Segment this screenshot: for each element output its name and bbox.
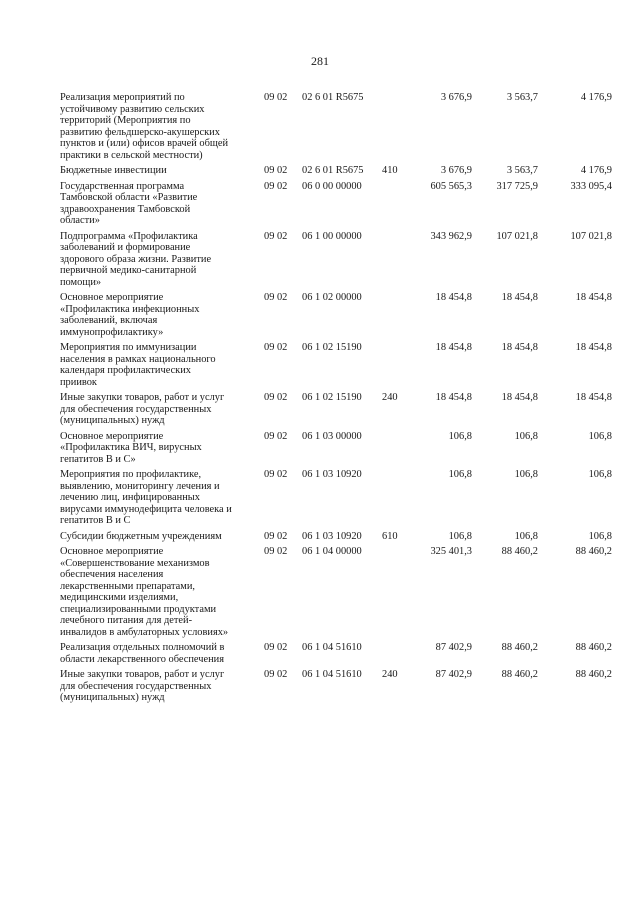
row-amount-year-3: 88 460,2: [575, 669, 612, 680]
row-amount-year-1: 106,8: [448, 430, 472, 442]
row-section-code: 09 02: [264, 469, 288, 480]
row-name: Реализация мероприятий по устойчивому развитию сельских территорий (Мероприятия по развитию фельдшерско-акушерских пунктов и (или) офисов врачей общей практики в сельской местности): [60, 92, 229, 161]
row-amount-year-2: 106,8: [514, 430, 538, 442]
row-section-code: 09 02: [264, 642, 288, 653]
row-amount-year-3: 4 176,9: [580, 92, 612, 103]
row-target-code: 06 0 00 00000: [302, 180, 362, 192]
row-section-code: 09 02: [264, 180, 288, 192]
table-row: [60, 92, 616, 161]
row-expense-kind: 240: [382, 669, 398, 680]
row-amount-year-3: 333 095,4: [570, 180, 612, 192]
row-amount-year-1: 87 402,9: [435, 669, 472, 680]
row-section-code: 09 02: [264, 530, 288, 542]
table-row: [60, 669, 616, 704]
row-name: Мероприятия по профилактике, выявлению, мониторингу лечения и лечению лиц, инфицированных вирусами иммунодефицита человека и гепатитов В и С: [60, 469, 232, 526]
row-amount-year-3: 107 021,8: [570, 230, 612, 242]
table-row: [60, 181, 616, 227]
row-expense-kind: 610: [382, 530, 398, 542]
row-name: Иные закупки товаров, работ и услуг для обеспечения государственных (муниципальных) нужд: [60, 669, 225, 703]
row-amount-year-1: 18 454,8: [435, 292, 472, 303]
row-target-code: 06 1 02 15190: [302, 392, 362, 403]
row-amount-year-2: 317 725,9: [496, 180, 538, 192]
row-target-code: 06 1 03 10920: [302, 469, 362, 480]
row-amount-year-1: 3 676,9: [440, 165, 472, 176]
row-amount-year-1: 18 454,8: [435, 342, 472, 353]
row-name: Реализация отдельных полномочий в области лекарственного обеспечения: [60, 642, 225, 665]
row-amount-year-2: 18 454,8: [501, 342, 538, 353]
row-name: Подпрограмма «Профилактика заболеваний и формирование здорового образа жизни. Развитие первичной медико-санитарной помощи»: [60, 230, 212, 288]
row-target-code: 06 1 04 51610: [302, 669, 362, 680]
row-name: Основное мероприятие «Профилактика ВИЧ, вирусных гепатитов В и С»: [60, 430, 202, 465]
row-amount-year-2: 106,8: [514, 530, 538, 542]
row-name: Основное мероприятие «Профилактика инфекционных заболеваний, включая иммунопрофилактику»: [60, 292, 200, 338]
table-row: [60, 546, 616, 638]
row-amount-year-3: 88 460,2: [575, 642, 612, 653]
row-target-code: 02 6 01 R5675: [302, 92, 364, 103]
table-row: [60, 165, 616, 177]
row-section-code: 09 02: [264, 230, 288, 242]
row-amount-year-2: 106,8: [514, 469, 538, 480]
row-amount-year-3: 106,8: [588, 430, 612, 442]
page-number: 281: [311, 54, 329, 68]
row-section-code: 09 02: [264, 92, 288, 103]
table-row: [60, 642, 616, 665]
table-row: [60, 469, 616, 527]
row-target-code: 06 1 04 00000: [302, 546, 362, 557]
table-row: [60, 531, 616, 543]
row-amount-year-2: 107 021,8: [496, 230, 538, 242]
row-name: Основное мероприятие «Совершенствование механизмов обеспечения населения лекарственными препаратами, медицинскими изделиями, специализированными продуктами лечебного питания для детей- инвалидов в амбулаторных условиях»: [60, 546, 229, 638]
row-name: Субсидии бюджетным учреждениям: [60, 530, 222, 542]
table-row: [60, 292, 616, 338]
row-amount-year-1: 18 454,8: [435, 392, 472, 403]
row-expense-kind: 410: [382, 165, 398, 176]
row-amount-year-3: 18 454,8: [575, 342, 612, 353]
row-target-code: 02 6 01 R5675: [302, 165, 364, 176]
table-row: [60, 392, 616, 427]
table-row: [60, 342, 616, 388]
row-amount-year-3: 88 460,2: [575, 546, 612, 557]
row-amount-year-2: 18 454,8: [501, 292, 538, 303]
row-amount-year-2: 88 460,2: [501, 546, 538, 557]
row-section-code: 09 02: [264, 292, 288, 303]
row-section-code: 09 02: [264, 392, 288, 403]
row-section-code: 09 02: [264, 546, 288, 557]
row-target-code: 06 1 02 00000: [302, 292, 362, 303]
row-amount-year-3: 4 176,9: [580, 165, 612, 176]
budget-table: [60, 92, 616, 708]
row-amount-year-2: 3 563,7: [506, 165, 538, 176]
row-amount-year-2: 3 563,7: [506, 92, 538, 103]
row-section-code: 09 02: [264, 430, 288, 442]
row-amount-year-1: 87 402,9: [435, 642, 472, 653]
row-amount-year-1: 605 565,3: [430, 180, 472, 192]
row-amount-year-2: 88 460,2: [501, 669, 538, 680]
row-target-code: 06 1 02 15190: [302, 342, 362, 353]
row-target-code: 06 1 03 10920: [302, 530, 362, 542]
row-amount-year-2: 18 454,8: [501, 392, 538, 403]
row-amount-year-1: 325 401,3: [430, 546, 472, 557]
row-name: Бюджетные инвестиции: [60, 165, 167, 176]
row-target-code: 06 1 04 51610: [302, 642, 362, 653]
row-expense-kind: 240: [382, 392, 398, 403]
row-amount-year-3: 18 454,8: [575, 392, 612, 403]
row-amount-year-3: 106,8: [588, 530, 612, 542]
row-section-code: 09 02: [264, 669, 288, 680]
row-name: Иные закупки товаров, работ и услуг для обеспечения государственных (муниципальных) нужд: [60, 392, 225, 426]
row-amount-year-1: 106,8: [448, 530, 472, 542]
row-amount-year-1: 3 676,9: [440, 92, 472, 103]
row-name: Мероприятия по иммунизации населения в рамках национального календаря профилактических приивок: [60, 342, 216, 388]
table-row: [60, 231, 616, 289]
row-amount-year-3: 18 454,8: [575, 292, 612, 303]
row-section-code: 09 02: [264, 342, 288, 353]
row-name: Государственная программа Тамбовской области «Развитие здравоохранения Тамбовской области»: [60, 180, 198, 226]
row-target-code: 06 1 03 00000: [302, 430, 362, 442]
table-row: [60, 431, 616, 466]
row-amount-year-2: 88 460,2: [501, 642, 538, 653]
row-amount-year-1: 343 962,9: [430, 230, 472, 242]
row-amount-year-1: 106,8: [448, 469, 472, 480]
row-section-code: 09 02: [264, 165, 288, 176]
row-target-code: 06 1 00 00000: [302, 230, 362, 242]
row-amount-year-3: 106,8: [588, 469, 612, 480]
